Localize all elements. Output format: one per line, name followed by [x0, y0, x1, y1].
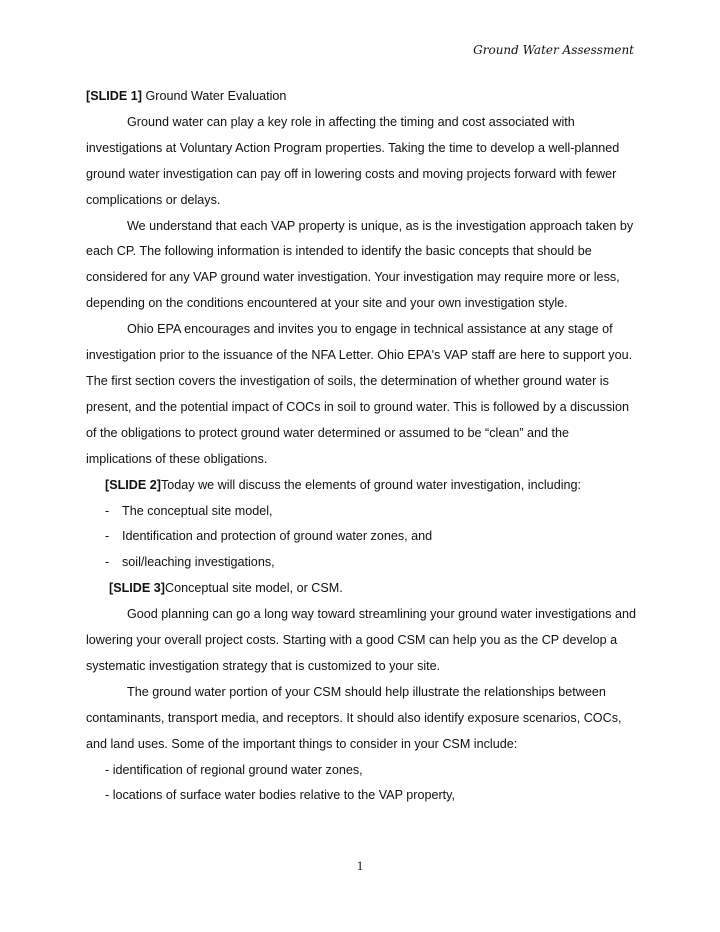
slide3-tag: [SLIDE 3] [109, 581, 165, 596]
slide2-text: Today we will discuss the elements of ground water investigation, including: [160, 477, 581, 492]
list-item: - locations of surface water bodies relative to the VAP property, [105, 788, 456, 803]
slide1-heading [86, 84, 638, 110]
list-item [86, 550, 638, 576]
dash-bullet: - [105, 503, 110, 518]
slide2-tag: [SLIDE 2] [105, 477, 161, 492]
paragraph: Ohio EPA encourages and invites you to engage in technical assistance at any stage of investigation prior to the issuance of the NFA Letter. Ohio EPA's VAP staff are here to support you. [86, 322, 633, 363]
dash-bullet: - [105, 555, 110, 570]
list-item [86, 524, 638, 550]
slide2-heading [86, 473, 638, 499]
dash-bullet: - [105, 529, 110, 544]
paragraph: The ground water portion of your CSM should help illustrate the relationships between contaminants, transport media, and receptors. It should also identify exposure scenarios, COCs, and land uses. Some of the important things to consider in your CSM include: [86, 684, 622, 751]
document-body [86, 84, 638, 809]
list-item-text: soil/leaching investigations, [122, 555, 275, 570]
paragraph: Good planning can go a long way toward streamlining your ground water investigations and lowering your overall project costs. Starting with a good CSM can help you as the CP develop a systematic investigation strategy that is customized to your site. [86, 607, 636, 673]
paragraph: The first section covers the investigation of soils, the determination of whether ground water is present, and the potential impact of COCs in soil to ground water. This is followed by a discussion of the obligations to protect ground water determined or assumed to be “clean” and the implications of these obligations. [86, 373, 629, 466]
slide1-title: Ground Water Evaluation [141, 89, 287, 103]
list-item [86, 499, 638, 525]
paragraph: Ground water can play a key role in affecting the timing and cost associated with investigations at Voluntary Action Program properties. Taking the time to develop a well-planned ground water investigation can pay off in lowering costs and moving projects forward with fewer complications or delays. [86, 114, 620, 207]
slide3-heading [86, 576, 638, 602]
running-header: Ground Water Assessment [473, 43, 634, 57]
page-number: 1 [356, 858, 364, 873]
paragraph: We understand that each VAP property is unique, as is the investigation approach taken by each CP. The following information is intended to identify the basic concepts that should be considered for any VAP ground water investigation. Your investigation may require more or less, depending on the conditions encountered at your site and your own investigation style. [86, 218, 634, 311]
slide3-text: Conceptual site model, or CSM. [164, 581, 343, 596]
slide1-tag: [SLIDE 1] [86, 89, 142, 103]
list-item-text: The conceptual site model, [122, 503, 273, 518]
list-item: - identification of regional ground water zones, [105, 762, 363, 777]
list-item-text: Identification and protection of ground water zones, and [122, 529, 433, 544]
